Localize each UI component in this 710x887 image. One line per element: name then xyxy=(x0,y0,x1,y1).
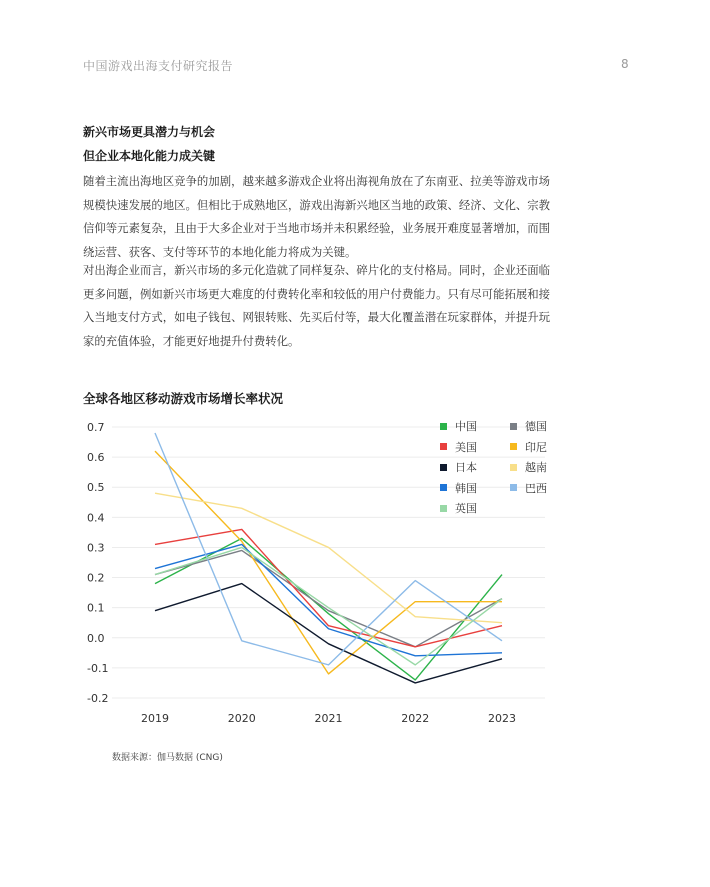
y-tick-label: 0.3 xyxy=(87,541,105,555)
legend-item xyxy=(440,439,477,455)
x-tick-label: 2021 xyxy=(314,712,343,725)
y-tick-label: 0.0 xyxy=(87,631,105,645)
legend-swatch xyxy=(440,505,447,512)
legend-item xyxy=(510,480,547,496)
legend-item xyxy=(440,418,477,434)
legend-label: 美国 xyxy=(455,440,477,454)
legend-swatch xyxy=(440,464,447,471)
y-tick-label: -0.2 xyxy=(87,692,109,705)
y-tick-label: 0.2 xyxy=(87,571,105,585)
legend-item xyxy=(440,459,477,475)
x-tick-label: 2022 xyxy=(401,712,430,725)
legend-item xyxy=(440,500,477,516)
data-source-note: 数据来源：伽马数据 (CNG) xyxy=(112,753,223,763)
series-line-德国 xyxy=(155,550,502,646)
legend-label: 英国 xyxy=(455,502,477,515)
legend-item xyxy=(510,439,547,455)
legend-swatch xyxy=(440,443,447,450)
series-line-英国 xyxy=(155,547,502,664)
page-number: 8 xyxy=(621,57,629,71)
y-tick-label: -0.1 xyxy=(87,661,109,675)
legend-swatch xyxy=(440,484,447,491)
section-heading-line2: 但企业本地化能力成关键 xyxy=(83,149,216,163)
legend-swatch xyxy=(510,464,517,471)
x-tick-label: 2020 xyxy=(227,712,256,725)
legend-label: 中国 xyxy=(455,420,477,433)
legend-swatch xyxy=(510,484,517,491)
y-tick-label: 0.6 xyxy=(87,451,105,465)
chart-title: 全球各地区移动游戏市场增长率状况 xyxy=(83,391,284,406)
legend-swatch xyxy=(510,443,517,450)
report-title: 中国游戏出海支付研究报告 xyxy=(83,59,234,73)
y-tick-label: 0.1 xyxy=(87,601,105,615)
x-tick-label: 2023 xyxy=(488,712,516,725)
legend-item xyxy=(510,418,547,434)
growth-line-chart xyxy=(0,400,710,740)
legend-item xyxy=(440,480,477,496)
legend-swatch xyxy=(440,423,447,430)
legend-label: 越南 xyxy=(525,461,547,474)
y-tick-label: 0.5 xyxy=(87,481,105,495)
y-tick-label: 0.7 xyxy=(87,421,105,434)
legend-label: 韩国 xyxy=(455,481,477,495)
body-paragraph-1: 随着主流出海地区竞争的加剧，越来越多游戏企业将出海视角放在了东南亚、拉美等游戏市场规模快速发展的地区。但相比于成熟地区，游戏出海新兴地区当地的政策、经济、文化、宗教信仰等元素复杂，且由于大多企业对于当地市场并未积累经验，业务展开难度显著增加，而围绕运营、获客、支付等环节的本地化能力将成为关键。 xyxy=(83,174,551,259)
legend-label: 德国 xyxy=(525,420,547,433)
body-paragraph-2: 对出海企业而言，新兴市场的多元化造就了同样复杂、碎片化的支付格局。同时，企业还面临更多问题，例如新兴市场更大难度的付费转化率和较低的用户付费能力。只有尽可能拓展和接入当地支付方式，如电子钱包、网银转账、先买后付等，最大化覆盖潜在玩家群体，并提升玩家的充值体验，才能更好地提升付费转化。 xyxy=(83,263,551,348)
legend-item xyxy=(510,459,547,475)
y-tick-label: 0.4 xyxy=(87,511,105,525)
legend-swatch xyxy=(510,423,517,430)
legend-label: 日本 xyxy=(455,461,477,474)
legend-label: 巴西 xyxy=(525,481,547,495)
section-heading-line1: 新兴市场更具潜力与机会 xyxy=(83,125,216,139)
x-tick-label: 2019 xyxy=(141,712,169,725)
legend-label: 印尼 xyxy=(525,440,547,454)
